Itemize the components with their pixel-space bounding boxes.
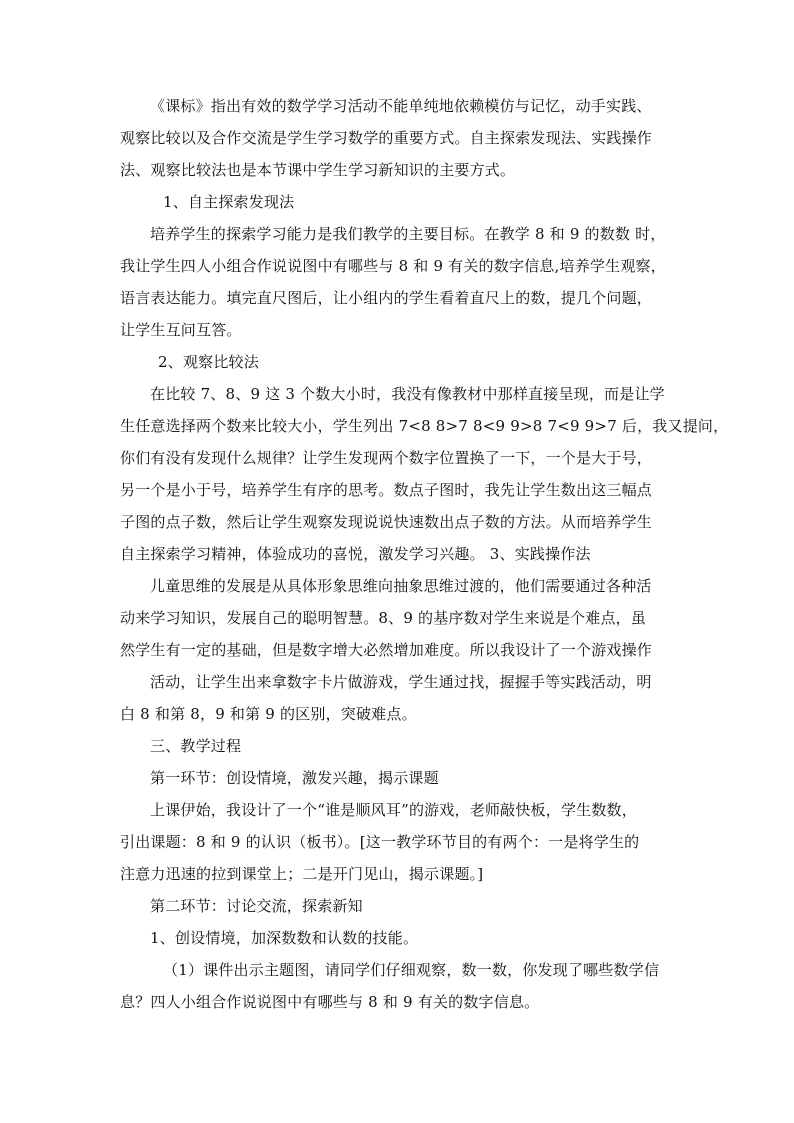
- paragraph-line: 观察比较以及合作交流是学生学习数学的重要方式。自主探索发现法、实践操作: [120, 129, 653, 147]
- paragraph-line: 1、创设情境，加深数数和认数的技能。: [150, 929, 419, 947]
- paragraph-line: 儿童思维的发展是从具体形象思维向抽象思维过渡的，他们需要通过各种活: [150, 577, 652, 595]
- paragraph-line: 让学生互问互答。: [120, 321, 242, 339]
- paragraph-line: 息？四人小组合作说说图中有哪些与 8 和 9 有关的数字信息。: [120, 993, 540, 1011]
- paragraph-line: 引出课题：8 和 9 的认识（板书）。[这一教学环节目的有两个：一是将学生的: [120, 833, 640, 851]
- section-heading: 第一环节：创设情境，激发兴趣，揭示课题: [150, 769, 439, 787]
- paragraph-line: 法、观察比较法也是本节课中学生学习新知识的主要方式。: [120, 161, 516, 179]
- paragraph-line: 培养学生的探索学习能力是我们教学的主要目标。在教学 8 和 9 的数数 时，: [150, 225, 666, 243]
- paragraph-line: 活动，让学生出来拿数字卡片做游戏，学生通过找，握握手等实践活动，明: [150, 673, 652, 691]
- paragraph-line: 你们有没有发现什么规律？让学生发现两个数字位置换了一下，一个是大于号，: [120, 449, 653, 467]
- paragraph-line: 然学生有一定的基础，但是数字增大必然增加难度。所以我设计了一个游戏操作: [120, 641, 653, 659]
- paragraph-line: 上课伊始，我设计了一个“谁是顺风耳”的游戏，老师敲快板，学生数数，: [150, 801, 637, 819]
- paragraph-line: 白 8 和第 8，9 和第 9 的区别，突破难点。: [120, 705, 417, 723]
- section-heading: 第二环节：讨论交流，探索新知: [150, 897, 363, 915]
- section-heading: 三、教学过程: [150, 737, 242, 755]
- paragraph-line: 注意力迅速的拉到课堂上；二是开门见山，揭示课题。]: [120, 865, 484, 883]
- paragraph-line: 生任意选择两个数来比较大小，学生列出 7<8 8>7 8<9 9>8 7<9 9>7 后，我又提问，: [120, 417, 729, 435]
- section-heading: 1、自主探索发现法: [163, 193, 295, 211]
- paragraph-line: 我让学生四人小组合作说说图中有哪些与 8 和 9 有关的数字信息,培养学生观察，: [120, 257, 666, 275]
- paragraph-line: 动来学习知识，发展自己的聪明智慧。8、9 的基序数对学生来说是个难点，虽: [120, 609, 647, 627]
- paragraph-line: 自主探索学习精神，体验成功的喜悦，激发学习兴趣。 3、实践操作法: [120, 545, 591, 563]
- paragraph-line: （1）课件出示主题图，请同学们仔细观察，数一数，你发现了哪些数学信: [163, 961, 660, 979]
- paragraph-line: 《课标》指出有效的数学学习活动不能单纯地依赖模仿与记忆，动手实践、: [150, 97, 652, 115]
- paragraph-line: 子图的点子数，然后让学生观察发现说说快速数出点子数的方法。从而培养学生: [120, 513, 653, 531]
- paragraph-line: 语言表达能力。填完直尺图后，让小组内的学生看着直尺上的数，提几个问题，: [120, 289, 653, 307]
- paragraph-line: 另一个是小于号，培养学生有序的思考。数点子图时，我先让学生数出这三幅点: [120, 481, 653, 499]
- section-heading: 2、观察比较法: [158, 353, 259, 371]
- paragraph-line: 在比较 7、8、9 这 3 个数大小时，我没有像教材中那样直接呈现，而是让学: [150, 385, 665, 403]
